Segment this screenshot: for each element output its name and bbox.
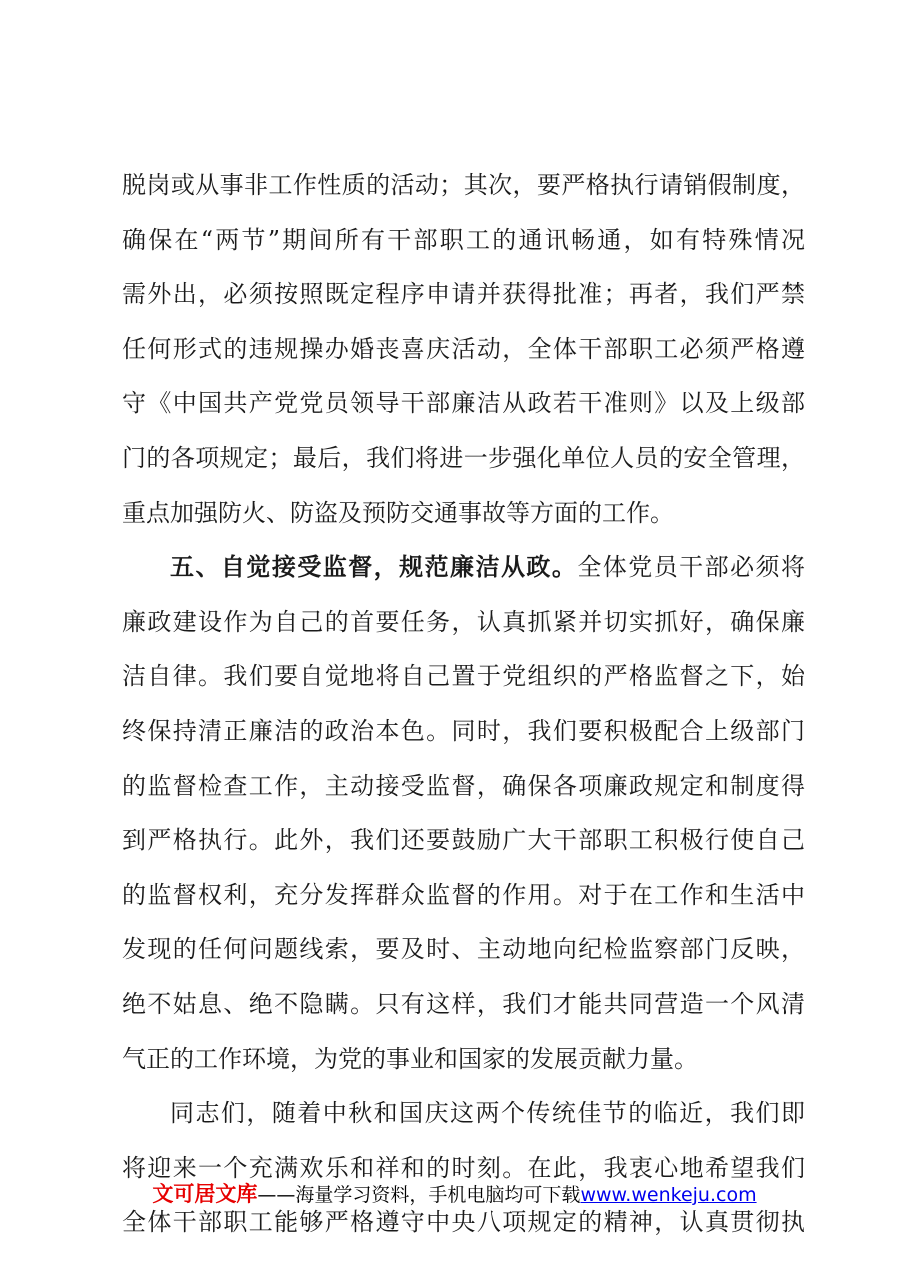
- text-line: 脱岗或从事非工作性质的活动；其次，要严格执行请销假制度，: [122, 171, 805, 199]
- text-line: 洁自律。我们要自觉地将自己置于党组织的严格监督之下，始: [122, 662, 805, 691]
- paragraph-closing: [122, 1086, 805, 1250]
- text-line: 的监督检查工作，主动接受监督，确保各项廉政规定和制度得: [122, 771, 805, 800]
- text-line: 廉政建设作为自己的首要任务，认真抓紧并切实抓好，确保廉: [122, 607, 805, 636]
- text-line: 绝不姑息、绝不隐瞒。只有这样，我们才能共同营造一个风清: [122, 989, 805, 1018]
- text-line: 将迎来一个充满欢乐和祥和的时刻。在此，我衷心地希望我们: [122, 1153, 805, 1182]
- paragraph-continued: [122, 158, 805, 540]
- text-line: 终保持清正廉洁的政治本色。同时，我们要积极配合上级部门: [122, 716, 805, 745]
- text-line: 重点加强防火、防盗及预防交通事故等方面的工作。: [122, 498, 674, 527]
- document-body: [122, 158, 805, 1250]
- text-line: 到严格执行。此外，我们还要鼓励广大干部职工积极行使自己: [122, 826, 805, 855]
- page-footer: [0, 1178, 909, 1208]
- text-line: 任何形式的违规操办婚丧喜庆活动，全体干部职工必须严格遵: [122, 334, 805, 363]
- text-line: 气正的工作环境，为党的事业和国家的发展贡献力量。: [122, 1044, 698, 1073]
- text-line: 确保在“两节”期间所有干部职工的通讯畅通，如有特殊情况: [122, 225, 805, 254]
- footer-separator: ——: [257, 1184, 296, 1206]
- footer-url-link[interactable]: www.wenkeju.com: [580, 1184, 757, 1206]
- text-line: 需外出，必须按照既定程序申请并获得批准；再者，我们严禁: [122, 280, 805, 309]
- text-line: 全体干部职工能够严格遵守中央八项规定的精神，认真贯彻执: [122, 1208, 805, 1237]
- text-line: 发现的任何问题线索，要及时、主动地向纪检监察部门反映，: [122, 935, 805, 964]
- footer-tagline: 海量学习资料，手机电脑均可下载: [295, 1184, 581, 1206]
- paragraph-section-5: [122, 540, 805, 1086]
- section-heading-line: [122, 540, 805, 595]
- text-line: 门的各项规定；最后，我们将进一步强化单位人员的安全管理，: [122, 443, 805, 472]
- footer-brand: 文可居文库: [152, 1182, 258, 1206]
- section-heading-rest: 全体党员干部必须将: [577, 553, 806, 582]
- text-line: 同志们，随着中秋和国庆这两个传统佳节的临近，我们即: [170, 1099, 805, 1128]
- section-heading: 五、自觉接受监督，规范廉洁从政。: [170, 552, 578, 582]
- text-line: 守《中国共产党党员领导干部廉洁从政若干准则》以及上级部: [122, 389, 805, 418]
- text-line: 的监督权利，充分发挥群众监督的作用。对于在工作和生活中: [122, 880, 805, 909]
